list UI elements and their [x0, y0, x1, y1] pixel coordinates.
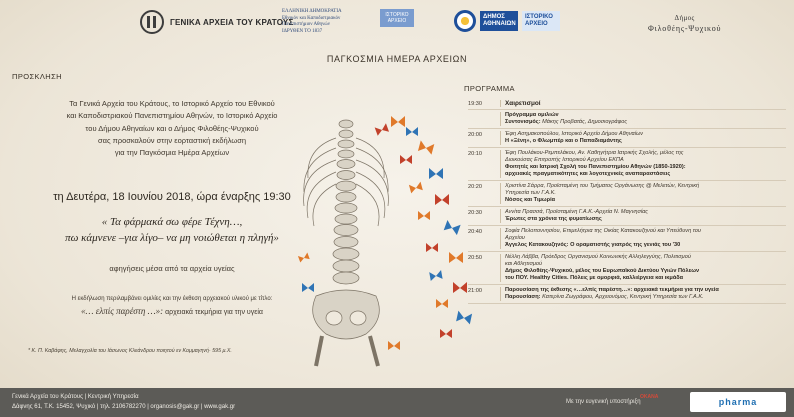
program-line	[505, 119, 786, 126]
exhibit-title: «… ελπίς παρέστη …»:	[81, 306, 164, 316]
program-desc	[500, 112, 786, 126]
uoa-line: ΙΔΡΥΘΕΝ ΤΟ 1837	[282, 28, 323, 34]
butterfly-icon	[449, 252, 463, 263]
gak-logo	[140, 10, 293, 34]
footnote: * Κ. Π. Καβάφης, Μελαγχολία του Ιάσωνος Κλεάνδρου ποιητού εν Κομμαγηνή· 595 μ.Χ.	[28, 348, 232, 354]
program-line: αρχειακές πραγματικότητες και λογοτεχνικές αναπαραστάσεις	[505, 171, 671, 177]
footer	[0, 388, 794, 417]
program-line: Δήμος Φιλοθέης-Ψυχικού, μέλος του Ευρωπαϊκού Δικτύου Υγιών Πόλεων	[505, 268, 700, 274]
invitation-line: σας προσκαλούν στην εορταστική εκδήλωση	[97, 135, 246, 145]
program-line-value: Κατερίνα Ζωγράφου, Αρχειονόμος, Κεντρική Υπηρεσία των Γ.Α.Κ.	[542, 294, 704, 300]
uoa-line: ΕΛΛΗΝΙΚΗ ΔΗΜΟΚΡΑΤΙΑ	[282, 9, 342, 14]
uoa-logo-text	[282, 9, 374, 35]
program-row	[468, 226, 786, 252]
invitation-line: του Δήμου Αθηναίων και ο Δήμος Φιλοθέης-Ψυχικού	[85, 123, 259, 133]
invitation-line: και Καποδιστριακού Πανεπιστημίου Αθηνών, το Ιστορικό Αρχείο	[66, 111, 278, 121]
program-line: Η «Ξένη», ο Φλωμπέρ και ο Παπαδιαμάντης	[505, 138, 622, 144]
butterfly-icon	[388, 341, 400, 350]
butterfly-icon	[456, 311, 472, 325]
program-line: του ΠΟΥ. Healthy Cities. Πόλεις με ομορφιά, καλλιέργεια και ικμάδα	[505, 275, 684, 281]
invitation-line: Τα Γενικά Αρχεία του Κράτους, το Ιστορικό Αρχείο του Εθνικού	[69, 99, 275, 108]
program-row	[468, 98, 786, 110]
program-row	[468, 181, 786, 207]
butterfly-icon	[444, 220, 461, 235]
invitation-body	[12, 98, 332, 159]
program-time: 20:30	[468, 209, 482, 216]
butterfly-icon	[409, 182, 423, 194]
program-desc	[500, 228, 786, 249]
poster-title: ΠΑΓΚΟΣΜΙΑ ΗΜΕΡΑ ΑΡΧΕΙΩΝ	[326, 54, 468, 64]
butterfly-icon	[436, 299, 448, 308]
program-time: 20:40	[468, 228, 482, 235]
program-desc	[500, 209, 786, 223]
dimos-archive: ΙΣΤΟΡΙΚΟ ΑΡΧΕΙΟ	[522, 11, 560, 31]
event-date: τη Δευτέρα, 18 Ιουνίου 2018, ώρα έναρξης 19:30	[53, 191, 291, 203]
program-line-value: Μάκης Προβατάς, Δημοσιογράφος	[542, 119, 628, 125]
program-row	[468, 252, 786, 285]
butterfly-icon	[453, 282, 467, 293]
invitation-heading: ΠΡΟΣΚΛΗΣΗ	[12, 72, 62, 81]
gak-logo-icon	[140, 10, 164, 34]
program-line: και Αθλητισμού	[505, 261, 543, 267]
filothei-line-1: Δήμος	[674, 14, 695, 22]
program-line: Φοιτητές και Ιατρική Σχολή του Πανεπιστημίου Αθηνών (1850-1920):	[505, 164, 686, 170]
program-desc	[500, 150, 786, 178]
quote-subtitle: αφηγήσεις μέσα από τα αρχεία υγείας	[109, 264, 235, 273]
butterfly-icon	[302, 283, 314, 292]
exhibit-title-line	[12, 306, 332, 316]
quote-line-1: « Τα φάρμακά σω φέρε Τέχνη…,	[101, 216, 243, 228]
butterfly-icon	[400, 155, 412, 164]
program-line: Αννίτα Πρασσά, Προϊσταμένη Γ.Α.Κ.-Αρχεία Ν. Μαγνησίας	[505, 209, 649, 215]
butterfly-icon	[391, 116, 405, 127]
footer-contact: Δάφνης 61, Τ.Κ. 15452, Ψυχικό | τηλ. 2106782270 | organosis@gak.gr | www.gak.gr	[12, 404, 236, 410]
program-line: Χαιρετισμοί	[505, 100, 541, 107]
program-line	[505, 294, 786, 301]
butterfly-icon	[435, 194, 449, 205]
butterfly-icon	[375, 123, 389, 136]
gak-logo-text: ΓΕΝΙΚΑ ΑΡΧΕΙΑ ΤΟΥ ΚΡΑΤΟΥΣ	[170, 17, 294, 27]
pharma-logo: pharma	[690, 392, 786, 412]
program-line: Νόσος και Τιμωρία	[505, 197, 556, 203]
program-time: 20:20	[468, 183, 482, 190]
filothei-line-2: Φιλοθέης-Ψυχικού	[648, 24, 722, 33]
program-line: Αρχείου	[505, 235, 525, 241]
program-time: 20:10	[468, 150, 482, 157]
sponsor-logo: ΟΚΑΝΑ	[640, 394, 659, 400]
program-row	[468, 148, 786, 181]
program-line: Χριστίνα Σάρρα, Προϊσταμένη του Τμήματος Οργάνωσης @ Μελετών, Κεντρική	[505, 183, 700, 189]
program-line: Παρουσίαση της έκθεσης «…ελπίς παρέστη…»: αρχειακά τεκμήρια για την υγεία	[505, 287, 719, 293]
program-time: 19:30	[468, 100, 482, 107]
dimos-emblem-icon	[454, 10, 476, 32]
poem-quote	[12, 214, 332, 246]
program-line-label: Παρουσίαση:	[505, 294, 543, 300]
uoa-line: Εθνικόν και Καποδιστριακόν	[282, 15, 341, 21]
butterfly-icon	[298, 253, 310, 263]
program-line: Σοφία Πελοποννησίου, Επιμελήτρια της Οικίας Κατακουζηνού και Υπεύθυνη του	[505, 228, 701, 234]
program-line-label: Συντονισμός:	[505, 119, 543, 125]
program-time: 20:00	[468, 131, 482, 138]
program-time: 21:00	[468, 287, 482, 294]
quote-line-2: πω κάμνενε –για λίγο– να μη νοιώθεται η πληγή»	[65, 232, 279, 244]
butterfly-icon	[429, 270, 442, 281]
exhibit-intro: Η εκδήλωση περιλαμβάνει ομιλίες και την έκθεση αρχειακού υλικού με τίτλο:	[71, 296, 273, 302]
footer-org: Γενικά Αρχεία του Κράτους | Κεντρική Υπηρεσία	[12, 394, 139, 400]
butterfly-icon	[429, 168, 443, 179]
program-heading: ΠΡΟΓΡΑΜΜΑ	[464, 84, 515, 93]
uoa-archive-badge: ΙΣΤΟΡΙΚΟ ΑΡΧΕΙΟ	[380, 9, 414, 27]
program-line: Πρόγραμμα ομιλιών	[505, 112, 559, 118]
program-time	[468, 112, 500, 126]
butterfly-icon	[440, 329, 452, 338]
filothei-logo	[648, 14, 721, 33]
program-desc	[500, 183, 786, 204]
program-row	[468, 285, 786, 304]
program-line: Νέλλη Λάββα, Πρόεδρος Οργανισμού Κοινωνικής Αλληλεγγύης, Πολιτισμού	[505, 254, 691, 260]
butterfly-icon	[426, 243, 438, 252]
dimos-name: ΔΗΜΟΣ ΑΘΗΝΑΙΩΝ	[480, 11, 518, 31]
program-line: Άγγελος Κατακουζηνός: Ο οραματιστής γιατρός της γενιάς του '30	[505, 242, 681, 248]
program-desc	[500, 254, 786, 282]
footer-support-text: Με την ευγενική υποστήριξη	[566, 399, 641, 405]
uoa-line: Πανεπιστήμιον Αθηνών	[282, 22, 330, 27]
program-line: Υπηρεσία των Γ.Α.Κ.	[505, 190, 556, 196]
butterfly-icon	[418, 211, 430, 220]
program-time: 20:50	[468, 254, 482, 261]
butterfly-icon	[406, 127, 418, 136]
dimos-athinaion-logo	[454, 10, 560, 32]
uoa-logo	[282, 9, 414, 35]
program-line: Έφη Ασημακοπούλου, Ιστορικό Αρχείο Δήμου Αθηναίων	[505, 131, 644, 137]
butterfly-icon	[418, 140, 434, 154]
skeleton-icon	[304, 120, 389, 366]
program-line: Διοικούσας Επιτροπής Ιστορικού Αρχείου ΕΚΠΑ	[505, 157, 624, 163]
program-row	[468, 129, 786, 148]
invitation-line: για την Παγκόσμια Ημέρα Αρχείων	[114, 148, 230, 158]
program-row	[468, 110, 786, 129]
exhibit-subtitle: αρχειακά τεκμήρια για την υγεία	[163, 309, 263, 316]
program-desc	[500, 131, 786, 145]
program-line: Έρωτες στα χρόνια της φυματίωσης	[505, 216, 602, 222]
program-desc	[500, 287, 786, 301]
program-desc	[500, 100, 786, 107]
program-line: Έφη Πουλάκου-Ρεμπελάκου, Αν. Καθηγήτρια Ιατρικής Σχολής, μέλος της	[505, 150, 684, 156]
program-list	[468, 98, 786, 304]
program-row	[468, 207, 786, 226]
